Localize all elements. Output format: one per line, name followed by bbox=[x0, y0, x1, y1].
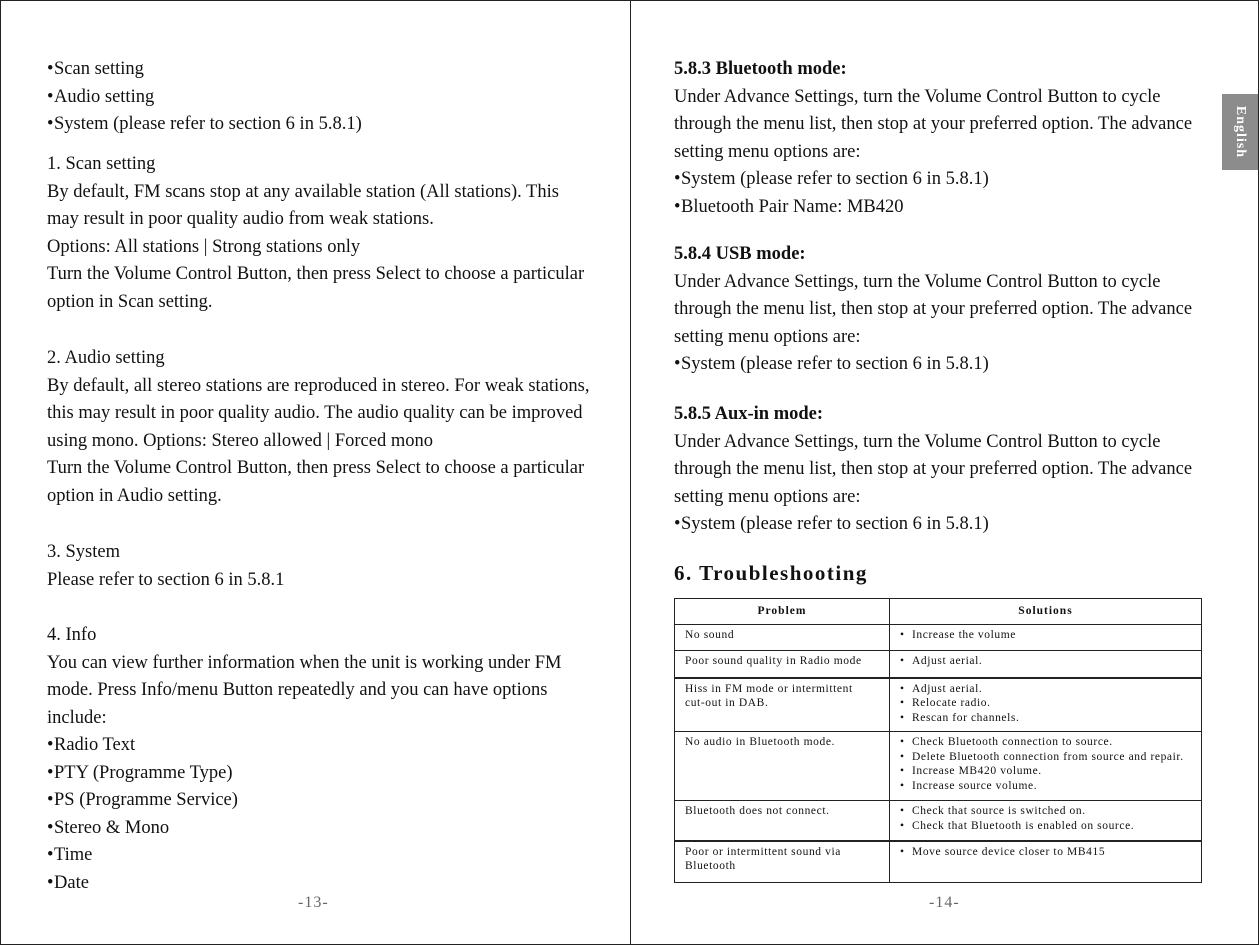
list-item: •Scan setting bbox=[47, 59, 144, 79]
list-item: •Date bbox=[47, 872, 89, 893]
paragraph-line: option in Audio setting. bbox=[47, 485, 222, 506]
section-heading: 2. Audio setting bbox=[47, 348, 165, 368]
paragraph-line: include: bbox=[47, 707, 107, 728]
table-row bbox=[675, 625, 1202, 651]
paragraph-line: By default, FM scans stop at any available station (All stations). This bbox=[47, 181, 559, 202]
list-item: •System (please refer to section 6 in 5.8.1) bbox=[47, 114, 362, 134]
paragraph-line: Under Advance Settings, turn the Volume Control Button to cycle bbox=[674, 86, 1161, 107]
paragraph-line: mode. Press Info/menu Button repeatedly and you can have options bbox=[47, 680, 548, 700]
solutions-cell: • Increase the volume bbox=[890, 625, 1202, 651]
solutions-cell: • Adjust aerial. • Relocate radio. • Rescan for channels. bbox=[890, 678, 1202, 732]
paragraph-line: option in Scan setting. bbox=[47, 291, 213, 312]
table-row bbox=[675, 651, 1202, 678]
scan-setting-section bbox=[47, 151, 617, 316]
section-heading: 1. Scan setting bbox=[47, 154, 156, 174]
section-heading: 5.8.4 USB mode: bbox=[674, 244, 806, 264]
problem-cell: No audio in Bluetooth mode. bbox=[675, 732, 890, 801]
bluetooth-mode-section bbox=[674, 56, 1214, 221]
list-item: •Audio setting bbox=[47, 86, 155, 107]
paragraph-line: setting menu options are: bbox=[674, 486, 861, 507]
list-item: •Bluetooth Pair Name: MB420 bbox=[674, 196, 904, 217]
paragraph-line: Turn the Volume Control Button, then press Select to choose a particular bbox=[47, 458, 585, 478]
system-section bbox=[47, 539, 617, 594]
solutions-cell: • Check Bluetooth connection to source. • Delete Bluetooth connection from source and repair. • Increase MB420 volume. • Increase source volume. bbox=[890, 732, 1202, 801]
paragraph-line: setting menu options are: bbox=[674, 141, 861, 162]
table-row bbox=[675, 678, 1202, 732]
paragraph-line: Under Advance Settings, turn the Volume Control Button to cycle bbox=[674, 271, 1161, 292]
paragraph-line: Please refer to section 6 in 5.8.1 bbox=[47, 569, 285, 590]
solutions-cell: • Move source device closer to MB415 bbox=[890, 841, 1202, 883]
table-row bbox=[675, 841, 1202, 883]
paragraph-line: using mono. Options: Stereo allowed | Forced mono bbox=[47, 430, 433, 451]
list-item: •System (please refer to section 6 in 5.8.1) bbox=[674, 514, 989, 534]
problem-cell: Hiss in FM mode or intermittent cut-out in DAB. bbox=[675, 678, 890, 732]
list-item: •Stereo & Mono bbox=[47, 817, 170, 838]
paragraph-line: through the menu list, then stop at your preferred option. The advance bbox=[674, 459, 1193, 479]
page-number-right: -14- bbox=[929, 894, 960, 911]
usb-mode-section bbox=[674, 241, 1214, 379]
page-number-left: -13- bbox=[298, 894, 329, 911]
list-item: •Radio Text bbox=[47, 735, 136, 755]
audio-setting-section bbox=[47, 345, 617, 510]
paragraph-line: Options: All stations | Strong stations only bbox=[47, 236, 361, 257]
paragraph-line: You can view further information when the unit is working under FM bbox=[47, 652, 562, 673]
list-item: •Time bbox=[47, 845, 93, 865]
aux-in-mode-section bbox=[674, 401, 1214, 539]
paragraph-line: Under Advance Settings, turn the Volume Control Button to cycle bbox=[674, 431, 1161, 452]
section-heading: 5.8.3 Bluetooth mode: bbox=[674, 59, 847, 79]
table-header-row bbox=[675, 599, 1202, 625]
info-section bbox=[47, 622, 617, 897]
problem-cell: Bluetooth does not connect. bbox=[675, 801, 890, 841]
intro-list bbox=[47, 56, 617, 139]
paragraph-line: through the menu list, then stop at your preferred option. The advance bbox=[674, 114, 1193, 134]
troubleshooting-title: 6. Troubleshooting bbox=[674, 561, 868, 585]
paragraph-line: By default, all stereo stations are reproduced in stereo. For weak stations, bbox=[47, 375, 590, 396]
paragraph-line: this may result in poor quality audio. The audio quality can be improved bbox=[47, 403, 583, 423]
solutions-cell: • Check that source is switched on. • Check that Bluetooth is enabled on source. bbox=[890, 801, 1202, 841]
column-header-solutions: Solutions bbox=[890, 599, 1202, 625]
table-row bbox=[675, 801, 1202, 841]
left-page bbox=[47, 0, 617, 945]
problem-cell: Poor sound quality in Radio mode bbox=[675, 651, 890, 678]
troubleshooting-table bbox=[674, 598, 1202, 883]
column-header-problem: Problem bbox=[675, 599, 890, 625]
paragraph-line: Turn the Volume Control Button, then press Select to choose a particular bbox=[47, 264, 585, 284]
page-divider bbox=[630, 0, 631, 945]
table-row bbox=[675, 732, 1202, 801]
solutions-cell: • Adjust aerial. bbox=[890, 651, 1202, 678]
section-heading: 5.8.5 Aux-in mode: bbox=[674, 404, 824, 424]
list-item: •System (please refer to section 6 in 5.8.1) bbox=[674, 169, 989, 189]
problem-cell: No sound bbox=[675, 625, 890, 651]
paragraph-line: through the menu list, then stop at your preferred option. The advance bbox=[674, 299, 1193, 319]
list-item: •System (please refer to section 6 in 5.8.1) bbox=[674, 354, 989, 374]
problem-cell: Poor or intermittent sound via Bluetooth bbox=[675, 841, 890, 883]
section-heading: 3. System bbox=[47, 542, 120, 562]
paragraph-line: may result in poor quality audio from weak stations. bbox=[47, 209, 434, 229]
list-item: •PS (Programme Service) bbox=[47, 790, 238, 810]
language-tab: English bbox=[1222, 94, 1258, 170]
list-item: •PTY (Programme Type) bbox=[47, 762, 233, 783]
section-heading: 4. Info bbox=[47, 625, 97, 645]
paragraph-line: setting menu options are: bbox=[674, 326, 861, 347]
